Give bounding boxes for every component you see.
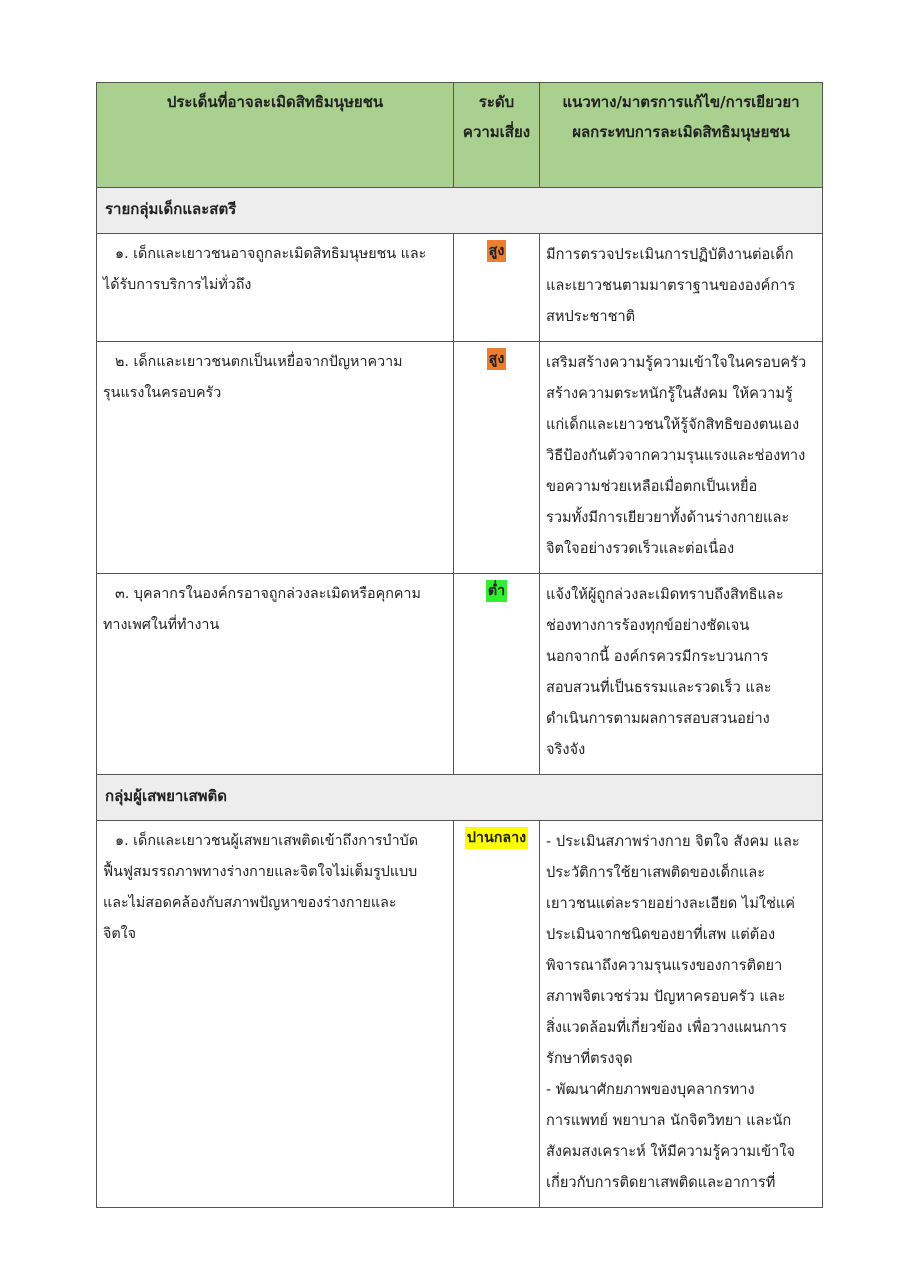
measure-text-line: ขอความช่วยเหลือเมื่อตกเป็นเหยื่อ: [546, 478, 758, 495]
table-header-row: [97, 83, 823, 188]
measure-text-line: ประวัติการใช้ยาเสพติดของเด็กและ: [546, 864, 766, 881]
issue-text-line: ๑. เด็กและเยาวชนอาจถูกละเมิดสิทธิมนุษยชน และ: [115, 246, 427, 262]
measure-text-line: ดำเนินการตามผลการสอบสวนอย่าง: [546, 710, 770, 727]
measure-text-line: พิจารณาถึงความรุนแรงของการติดยา: [546, 957, 783, 974]
risk-level-cell: [454, 342, 540, 574]
issue-cell: [97, 234, 454, 342]
table-row: [97, 574, 823, 775]
header-risk-level: [454, 83, 540, 188]
measure-text-line: สหประชาชาติ: [546, 308, 636, 325]
header-measures-line1: แนวทาง/มาตรการแก้ไข/การเยียวยา: [562, 93, 800, 111]
table-row: [97, 342, 823, 574]
measure-text-line: และเยาวชนตามมาตราฐานขององค์การ: [546, 277, 796, 294]
measure-text-line: เยาวชนแต่ละรายอย่างละเอียด ไม่ใช่แค่: [546, 895, 796, 912]
issue-text-line: รุนแรงในครอบครัว: [103, 385, 222, 401]
risk-level-badge: ปานกลาง: [465, 827, 528, 849]
measure-text-line: เสริมสร้างความรู้ความเข้าใจในครอบครัว: [546, 354, 807, 371]
issue-text-line: ๑. เด็กและเยาวชนผู้เสพยาเสพติดเข้าถึงการบำบัด: [115, 833, 419, 849]
issue-text-line: ๓. บุคลากรในองค์กรอาจถูกล่วงละเมิดหรือคุกคาม: [115, 586, 421, 602]
measure-text-line: นอกจากนี้ องค์กรควรมีกระบวนการ: [546, 648, 769, 665]
risk-level-badge: สูง: [487, 348, 507, 370]
risk-level-badge: ต่ำ: [486, 580, 507, 602]
measure-text-line: - พัฒนาศักยภาพของบุคลากรทาง: [546, 1081, 755, 1098]
measure-cell: [540, 342, 823, 574]
measure-text-line: เกี่ยวกับการติดยาเสพติดและอาการที่: [546, 1174, 776, 1191]
section-cell: [97, 188, 823, 234]
issue-text-line: ฟื้นฟูสมรรถภาพทางร่างกายและจิตใจไม่เต็มรูปแบบ: [103, 864, 418, 880]
header-measures-line2: ผลกระทบการละเมิดสิทธิมนุษยชน: [572, 123, 790, 141]
measure-text-line: แก่เด็กและเยาวชนให้รู้จักสิทธิของตนเอง: [546, 416, 800, 433]
human-rights-risk-table: [96, 82, 823, 1208]
section-title: รายกลุ่มเด็กและสตรี: [105, 200, 237, 218]
measure-text-line: สอบสวนที่เป็นธรรมและรวดเร็ว และ: [546, 679, 772, 696]
measure-text-line: จิตใจอย่างรวดเร็วและต่อเนื่อง: [546, 540, 735, 557]
section-cell: [97, 775, 823, 821]
measure-text-line: ประเมินจากชนิดของยาที่เสพ แต่ต้อง: [546, 926, 776, 943]
measure-text-line: รวมทั้งมีการเยียวยาทั้งด้านร่างกายและ: [546, 509, 790, 526]
issue-cell: [97, 574, 454, 775]
header-issue: ประเด็นที่อาจละเมิดสิทธิมนุษยชน: [97, 83, 454, 188]
measure-text-line: ช่องทางการร้องทุกข์อย่างชัดเจน: [546, 617, 750, 634]
risk-level-badge: สูง: [487, 240, 507, 262]
measure-text-line: - ประเมินสภาพร่างกาย จิตใจ สังคม และ: [546, 833, 800, 850]
measure-text-line: สิ่งแวดล้อมที่เกี่ยวข้อง เพื่อวางแผนการ: [546, 1019, 787, 1036]
measure-text-line: แจ้งให้ผู้ถูกล่วงละเมิดทราบถึงสิทธิและ: [546, 586, 784, 603]
issue-text-line: จิตใจ: [103, 926, 137, 942]
issue-text-line: และไม่สอดคล้องกับสภาพปัญหาของร่างกายและ: [103, 895, 397, 911]
header-risk-line1: ระดับ: [478, 93, 515, 111]
header-risk-line2: ความเสี่ยง: [462, 123, 531, 141]
measure-text-line: มีการตรวจประเมินการปฏิบัติงานต่อเด็ก: [546, 246, 794, 263]
measure-text-line: สร้างความตระหนักรู้ในสังคม ให้ความรู้: [546, 385, 793, 402]
measure-cell: [540, 234, 823, 342]
measure-text-line: วิธีป้องกันตัวจากความรุนแรงและช่องทาง: [546, 447, 806, 464]
header-measures: [540, 83, 823, 188]
measure-cell: [540, 574, 823, 775]
table-row: [97, 821, 823, 1208]
measure-text-line: สังคมสงเคราะห์ ให้มีความรู้ความเข้าใจ: [546, 1143, 795, 1160]
measure-text-line: จริงจัง: [546, 741, 586, 758]
issue-text-line: ทางเพศในที่ทำงาน: [103, 617, 220, 633]
measure-text-line: รักษาที่ตรงจุด: [546, 1050, 633, 1067]
issue-text-line: ๒. เด็กและเยาวชนตกเป็นเหยื่อจากปัญหาความ: [115, 354, 403, 370]
table-row: [97, 234, 823, 342]
issue-text-line: ได้รับการบริการไม่ทั่วถึง: [103, 277, 252, 293]
section-title: กลุ่มผู้เสพยาเสพติด: [105, 787, 227, 805]
measure-cell: [540, 821, 823, 1208]
section-row: [97, 188, 823, 234]
measure-text-line: สภาพจิตเวชร่วม ปัญหาครอบครัว และ: [546, 988, 786, 1005]
issue-cell: [97, 821, 454, 1208]
issue-cell: [97, 342, 454, 574]
risk-level-cell: [454, 574, 540, 775]
risk-level-cell: [454, 821, 540, 1208]
measure-text-line: การแพทย์ พยาบาล นักจิตวิทยา และนัก: [546, 1112, 792, 1129]
section-row: [97, 775, 823, 821]
risk-level-cell: [454, 234, 540, 342]
